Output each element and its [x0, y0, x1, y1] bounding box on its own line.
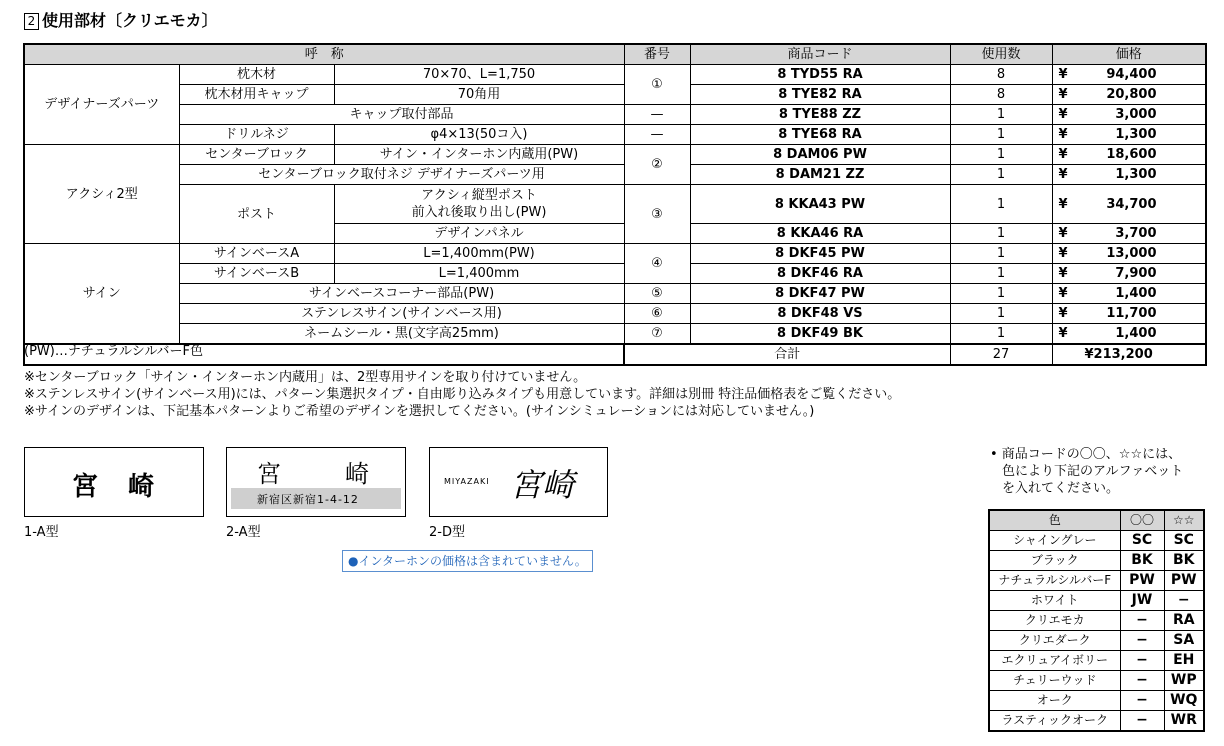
header-qty: 使用数	[950, 44, 1052, 65]
yen-sign: ¥	[1058, 147, 1068, 162]
row-name: センターブロック	[179, 145, 334, 165]
total-qty: 27	[950, 344, 1052, 365]
color-header: 色	[989, 510, 1120, 531]
color-code-table	[988, 509, 1205, 732]
yen-sign: ¥	[1058, 67, 1068, 82]
row-spec: φ4×13(50コ入)	[334, 125, 624, 145]
row-code: 8 DKF47 PW	[690, 284, 950, 304]
row-qty: 1	[950, 145, 1052, 165]
color-row	[989, 711, 1204, 732]
notes	[24, 369, 900, 420]
row-name: ポスト	[179, 185, 334, 244]
row-price	[1052, 125, 1206, 145]
price-value: 7,900	[1115, 266, 1157, 281]
yen-sign: ¥	[1058, 266, 1068, 281]
color-code: SC	[1120, 531, 1164, 551]
color-name: ナチュラルシルバーF	[989, 571, 1120, 591]
sign-2d-name: 宮崎	[510, 466, 575, 504]
price-value: 18,600	[1106, 147, 1157, 162]
row-code: 8 DAM06 PW	[690, 145, 950, 165]
color-code: −	[1120, 691, 1164, 711]
row-code: 8 TYE88 ZZ	[690, 105, 950, 125]
color-header: ☆☆	[1164, 510, 1204, 531]
yen-sign: ¥	[1058, 306, 1068, 321]
row-name: ドリルネジ	[179, 125, 334, 145]
row-spec-line1: アクシィ縦型ポスト	[421, 188, 537, 203]
row-spec	[334, 185, 624, 224]
color-name: エクリュアイボリー	[989, 651, 1120, 671]
group-sign: サイン	[24, 244, 179, 345]
parts-table	[23, 43, 1207, 366]
price-value: 1,300	[1115, 167, 1157, 182]
color-row	[989, 551, 1204, 571]
section-title	[24, 10, 218, 32]
row-no: —	[624, 105, 690, 125]
yen-sign: ¥	[1058, 87, 1068, 102]
row-name: 枕木材	[179, 65, 334, 85]
row-no: —	[624, 125, 690, 145]
group-designers-parts: デザイナーズパーツ	[24, 65, 179, 145]
header-code: 商品コード	[690, 44, 950, 65]
color-header-row	[989, 510, 1204, 531]
row-qty: 8	[950, 85, 1052, 105]
header-price: 価格	[1052, 44, 1206, 65]
row-name: 枕木材用キャップ	[179, 85, 334, 105]
sign-2a-label: 2-A型	[226, 525, 261, 540]
sign-1a-label: 1-A型	[24, 525, 59, 540]
sign-2a-name-left: 宮	[257, 460, 281, 488]
row-qty: 1	[950, 304, 1052, 324]
color-header: 〇〇	[1120, 510, 1164, 531]
row-qty: 1	[950, 165, 1052, 185]
note-line: ※センターブロック「サイン・インターホン内蔵用」は、2型専用サインを取り付けていません。	[24, 370, 587, 385]
color-row	[989, 611, 1204, 631]
color-code: −	[1120, 671, 1164, 691]
table-row	[24, 125, 1206, 145]
price-value: 94,400	[1106, 67, 1157, 82]
color-code: EH	[1164, 651, 1204, 671]
price-value: 3,000	[1115, 107, 1157, 122]
color-code: −	[1120, 651, 1164, 671]
row-no: ④	[624, 244, 690, 284]
color-code: WP	[1164, 671, 1204, 691]
row-code: 8 DKF46 RA	[690, 264, 950, 284]
row-spec: L=1,400mm(PW)	[334, 244, 624, 264]
row-no: ⑥	[624, 304, 690, 324]
row-price	[1052, 145, 1206, 165]
color-row	[989, 591, 1204, 611]
price-value: 1,400	[1115, 286, 1157, 301]
row-no: ①	[624, 65, 690, 105]
row-no: ⑦	[624, 324, 690, 345]
total-price: ¥213,200	[1052, 344, 1206, 365]
row-qty: 1	[950, 264, 1052, 284]
row-name: キャップ取付部品	[179, 105, 624, 125]
color-row	[989, 531, 1204, 551]
header-name: 呼 称	[24, 44, 624, 65]
color-code: BK	[1120, 551, 1164, 571]
color-name: シャイングレー	[989, 531, 1120, 551]
row-name: ネームシール・黒(文字高25mm)	[179, 324, 624, 345]
row-price	[1052, 264, 1206, 284]
color-code: SA	[1164, 631, 1204, 651]
sign-1a-name: 宮 崎	[71, 472, 156, 502]
row-code: 8 DAM21 ZZ	[690, 165, 950, 185]
table-row	[24, 264, 1206, 284]
row-name: センターブロック取付ネジ デザイナーズパーツ用	[179, 165, 624, 185]
row-spec-line2: 前入れ後取り出し(PW)	[411, 205, 547, 220]
row-spec: 70×70、L=1,750	[334, 65, 624, 85]
row-qty: 1	[950, 284, 1052, 304]
row-qty: 1	[950, 105, 1052, 125]
sign-sample-1a	[24, 447, 204, 517]
row-name: サインベースB	[179, 264, 334, 284]
row-spec: 70角用	[334, 85, 624, 105]
color-code: WR	[1164, 711, 1204, 732]
row-spec: L=1,400mm	[334, 264, 624, 284]
color-code: PW	[1120, 571, 1164, 591]
total-label: 合計	[624, 344, 950, 365]
row-name: サインベースコーナー部品(PW)	[179, 284, 624, 304]
pw-note: (PW)…ナチュラルシルバーF色	[24, 344, 203, 359]
color-name: チェリーウッド	[989, 671, 1120, 691]
yen-sign: ¥	[1058, 167, 1068, 182]
color-code: JW	[1120, 591, 1164, 611]
row-qty: 8	[950, 65, 1052, 85]
yen-sign: ¥	[1058, 326, 1068, 341]
price-value: 20,800	[1106, 87, 1157, 102]
price-value: 34,700	[1106, 196, 1157, 212]
row-code: 8 TYD55 RA	[690, 65, 950, 85]
color-row	[989, 691, 1204, 711]
color-code: −	[1120, 631, 1164, 651]
row-name: サインベースA	[179, 244, 334, 264]
row-code: 8 DKF49 BK	[690, 324, 950, 345]
row-price	[1052, 284, 1206, 304]
color-code: −	[1120, 711, 1164, 732]
color-code: −	[1120, 611, 1164, 631]
table-row	[24, 105, 1206, 125]
header-no: 番号	[624, 44, 690, 65]
row-spec: デザインパネル	[334, 224, 624, 244]
section-title-text: 使用部材〔クリエモカ〕	[42, 11, 218, 30]
color-body	[989, 531, 1204, 732]
color-name: オーク	[989, 691, 1120, 711]
row-price	[1052, 304, 1206, 324]
side-note-line: • 商品コードの〇〇、☆☆には、	[990, 447, 1182, 462]
color-code-note	[990, 446, 1183, 497]
row-qty: 1	[950, 224, 1052, 244]
row-no: ③	[624, 185, 690, 244]
row-qty: 1	[950, 324, 1052, 345]
row-qty: 1	[950, 244, 1052, 264]
color-name: ホワイト	[989, 591, 1120, 611]
color-code: −	[1164, 591, 1204, 611]
yen-sign: ¥	[1058, 127, 1068, 142]
row-code: 8 DKF48 VS	[690, 304, 950, 324]
color-code: RA	[1164, 611, 1204, 631]
row-no: ⑤	[624, 284, 690, 304]
sign-sample-2a	[226, 447, 406, 517]
color-name: クリエモカ	[989, 611, 1120, 631]
color-row	[989, 651, 1204, 671]
row-price	[1052, 324, 1206, 345]
color-name: ラスティックオーク	[989, 711, 1120, 732]
table-row	[24, 304, 1206, 324]
side-note-line: 色により下記のアルファベット	[1002, 464, 1184, 479]
table-row	[24, 284, 1206, 304]
section-number: 2	[24, 13, 39, 30]
table-row	[24, 145, 1206, 165]
table-header-row	[24, 44, 1206, 65]
color-name: クリエダーク	[989, 631, 1120, 651]
row-code: 8 DKF45 PW	[690, 244, 950, 264]
sign-2d-label: 2-D型	[429, 525, 465, 540]
price-value: 13,000	[1106, 246, 1157, 261]
table-row	[24, 244, 1206, 264]
sign-sample-2d	[429, 447, 608, 517]
row-price	[1052, 244, 1206, 264]
row-code: 8 KKA43 PW	[690, 185, 950, 224]
row-price	[1052, 105, 1206, 125]
color-name: ブラック	[989, 551, 1120, 571]
row-spec: サイン・インターホン内蔵用(PW)	[334, 145, 624, 165]
price-value: 11,700	[1106, 306, 1157, 321]
yen-sign: ¥	[1058, 286, 1068, 301]
sign-2d-romaji: MIYAZAKI	[444, 477, 490, 486]
color-row	[989, 671, 1204, 691]
yen-sign: ¥	[1058, 226, 1068, 241]
color-code: BK	[1164, 551, 1204, 571]
yen-sign: ¥	[1058, 246, 1068, 261]
color-code: WQ	[1164, 691, 1204, 711]
row-price	[1052, 165, 1206, 185]
row-code: 8 TYE68 RA	[690, 125, 950, 145]
table-row	[24, 165, 1206, 185]
row-price	[1052, 185, 1206, 224]
color-code: SC	[1164, 531, 1204, 551]
table-row	[24, 85, 1206, 105]
color-row	[989, 571, 1204, 591]
row-price	[1052, 85, 1206, 105]
table-row	[24, 65, 1206, 85]
sign-2a-address: 新宿区新宿1-4-12	[257, 493, 359, 506]
row-price	[1052, 65, 1206, 85]
sign-2a-name-right: 崎	[345, 460, 369, 488]
row-code: 8 TYE82 RA	[690, 85, 950, 105]
row-code: 8 KKA46 RA	[690, 224, 950, 244]
row-no: ②	[624, 145, 690, 185]
row-name: ステンレスサイン(サインベース用)	[179, 304, 624, 324]
note-line: ※サインのデザインは、下記基本パターンよりご希望のデザインを選択してください。(サインシミュレーションには対応していません。)	[24, 404, 815, 419]
yen-sign: ¥	[1058, 196, 1068, 212]
yen-sign: ¥	[1058, 107, 1068, 122]
row-price	[1052, 224, 1206, 244]
intercom-note: ●インターホンの価格は含まれていません。	[342, 550, 593, 572]
color-row	[989, 631, 1204, 651]
color-code: PW	[1164, 571, 1204, 591]
side-note-line: を入れてください。	[1002, 481, 1120, 496]
row-qty: 1	[950, 125, 1052, 145]
group-axy-2: アクシィ2型	[24, 145, 179, 244]
note-line: ※ステンレスサイン(サインベース用)には、パターン集選択タイプ・自由彫り込みタイプも用意しています。詳細は別冊 特注品価格表をご覧ください。	[24, 387, 901, 402]
price-value: 1,400	[1115, 326, 1157, 341]
row-qty: 1	[950, 185, 1052, 224]
price-value: 3,700	[1115, 226, 1157, 241]
price-value: 1,300	[1115, 127, 1157, 142]
table-row	[24, 324, 1206, 345]
